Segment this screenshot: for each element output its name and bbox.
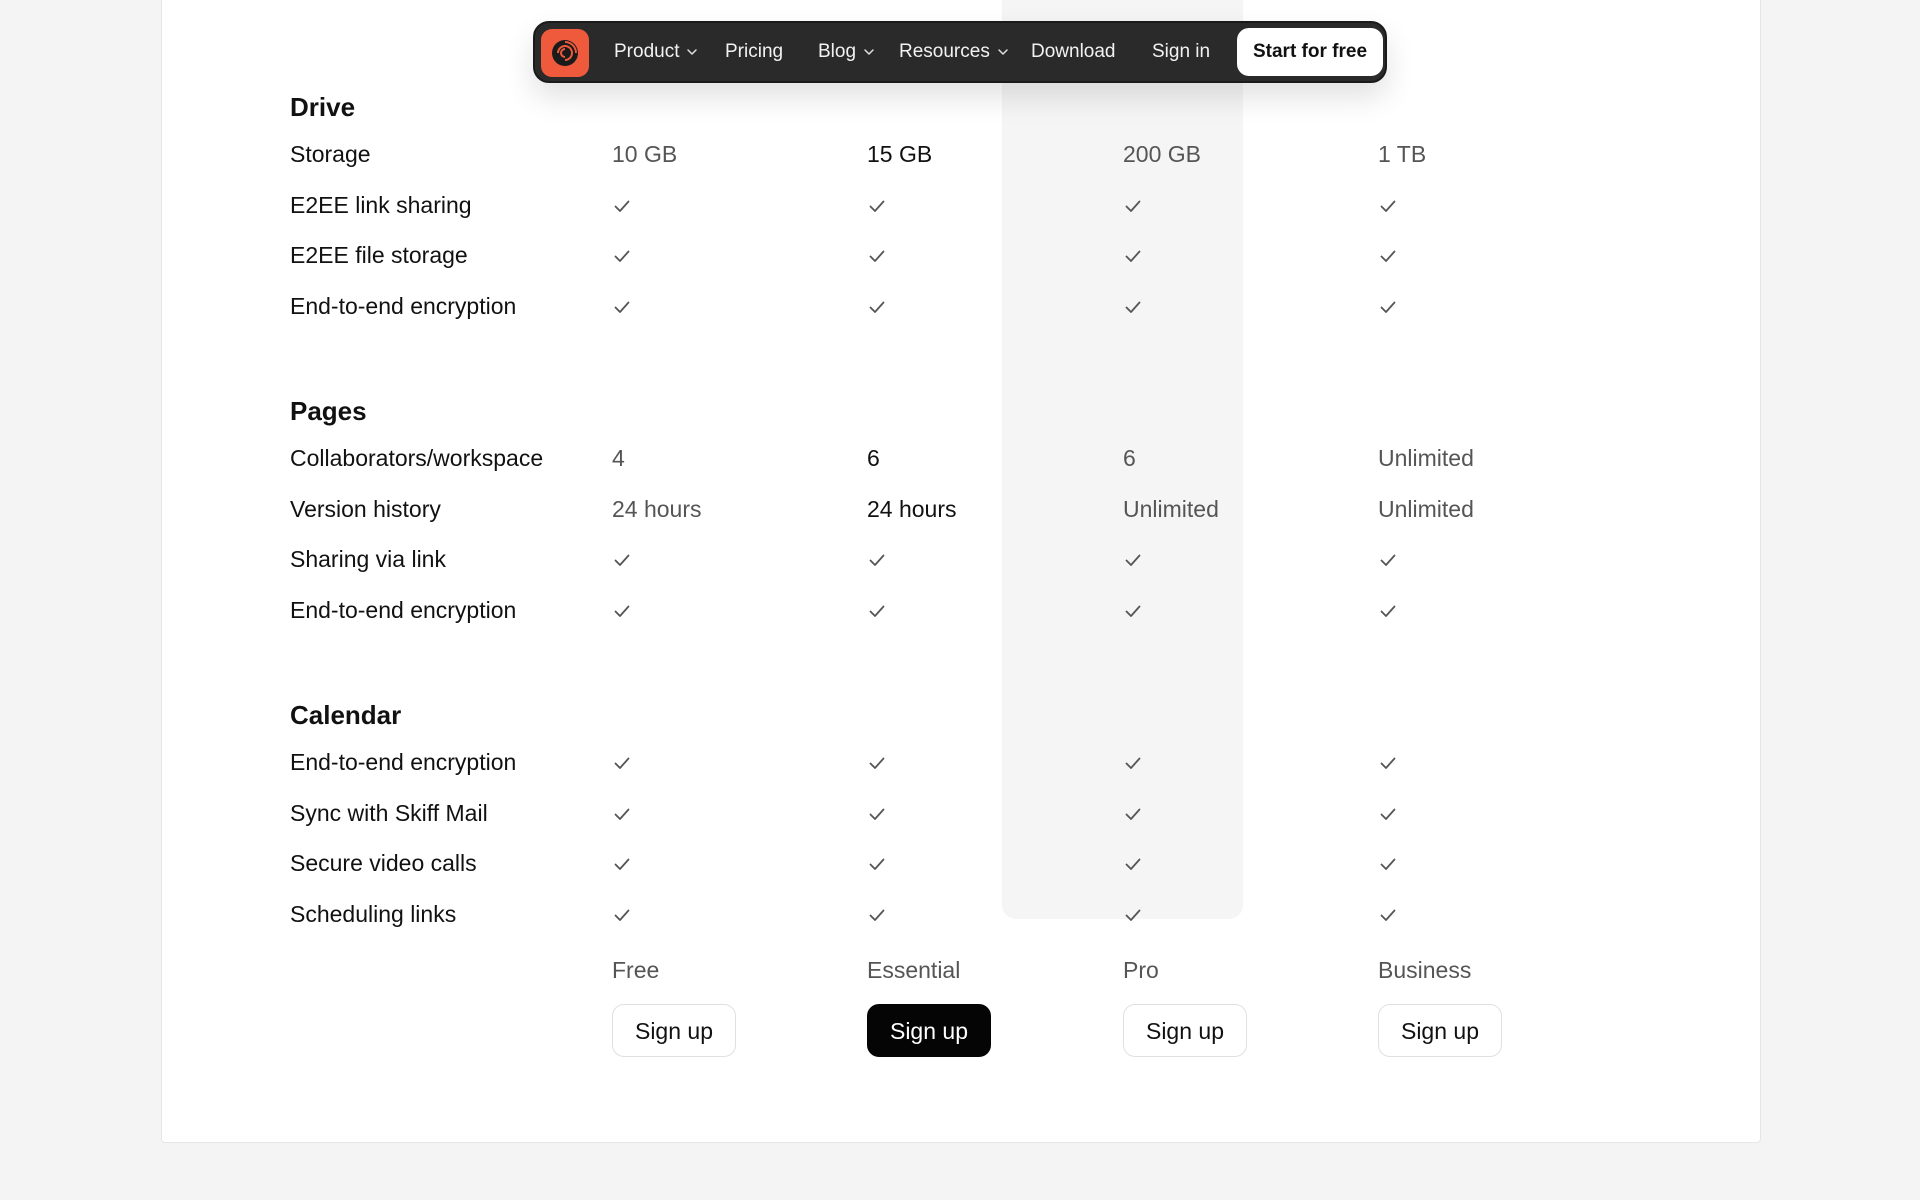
sign-up-button-pro[interactable]: Sign up: [1123, 1004, 1247, 1057]
chevron-down-icon: [863, 46, 875, 58]
nav-item-label: Sign in: [1152, 41, 1211, 62]
check-icon: [1378, 804, 1398, 824]
row-label-end-to-end-encryption: End-to-end encryption: [290, 597, 517, 624]
row-label-end-to-end-encryption: End-to-end encryption: [290, 293, 517, 320]
row-label-storage: Storage: [290, 141, 371, 167]
nav-item-resources[interactable]: [899, 23, 1009, 81]
chevron-down-icon: [997, 46, 1009, 58]
check-icon: [867, 601, 887, 621]
check-icon: [1378, 297, 1398, 317]
row-label-e2ee-file-storage: E2EE file storage: [290, 242, 468, 269]
nav-item-label: Blog: [818, 41, 857, 62]
nav-item-label: Download: [1031, 41, 1116, 62]
cell-value: 15 GB: [867, 141, 933, 167]
nav-item-download[interactable]: [1031, 23, 1116, 81]
check-icon: [612, 804, 632, 824]
check-icon: [1123, 550, 1143, 570]
top-navigation: [533, 21, 1387, 83]
row-label-end-to-end-encryption: End-to-end encryption: [290, 749, 517, 775]
check-icon: [867, 854, 887, 874]
check-icon: [612, 550, 632, 570]
row-label-sharing-via-link: Sharing via link: [290, 546, 446, 573]
row-label-collaborators-workspace: Collaborators/workspace: [290, 445, 544, 471]
nav-item-blog[interactable]: [818, 23, 875, 81]
cell-value: Unlimited: [1378, 495, 1474, 522]
chevron-down-icon: [686, 46, 698, 58]
plan-name-free: Free: [612, 957, 660, 983]
check-icon: [1123, 905, 1143, 925]
check-icon: [867, 550, 887, 570]
check-icon: [1123, 246, 1143, 266]
check-icon: [1378, 550, 1398, 570]
check-icon: [1123, 297, 1143, 317]
check-icon: [612, 196, 632, 216]
row-label-secure-video-calls: Secure video calls: [290, 850, 477, 877]
nav-item-label: Resources: [899, 41, 990, 62]
cell-value: 4: [612, 445, 625, 471]
check-icon: [1123, 601, 1143, 621]
check-icon: [867, 804, 887, 824]
check-icon: [612, 905, 632, 925]
check-icon: [612, 601, 632, 621]
cell-value: 24 hours: [867, 495, 957, 522]
nav-item-label: Product: [614, 41, 680, 62]
row-label-version-history: Version history: [290, 495, 441, 522]
check-icon: [867, 246, 887, 266]
cell-value: Unlimited: [1378, 445, 1474, 471]
check-icon: [1123, 854, 1143, 874]
check-icon: [1123, 196, 1143, 216]
nav-item-product[interactable]: [614, 23, 698, 81]
sign-up-button-business[interactable]: Sign up: [1378, 1004, 1502, 1057]
check-icon: [867, 905, 887, 925]
check-icon: [1123, 804, 1143, 824]
cell-value: 1 TB: [1378, 141, 1427, 167]
section-title-drive: Drive: [290, 92, 356, 122]
cell-value: 200 GB: [1123, 141, 1201, 167]
start-for-free-button[interactable]: Start for free: [1237, 28, 1383, 76]
check-icon: [612, 297, 632, 317]
check-icon: [612, 246, 632, 266]
cell-value: 24 hours: [612, 495, 702, 522]
plan-name-pro: Pro: [1123, 957, 1159, 983]
check-icon: [1378, 196, 1398, 216]
row-label-sync-with-skiff-mail: Sync with Skiff Mail: [290, 799, 488, 826]
section-title-calendar: Calendar: [290, 700, 402, 730]
nav-item-label: Pricing: [725, 41, 784, 62]
check-icon: [1378, 753, 1398, 773]
section-title-pages: Pages: [290, 396, 367, 426]
check-icon: [867, 753, 887, 773]
cell-value: Unlimited: [1123, 495, 1219, 522]
check-icon: [1123, 753, 1143, 773]
check-icon: [1378, 854, 1398, 874]
sign-up-button-free[interactable]: Sign up: [612, 1004, 736, 1057]
check-icon: [612, 854, 632, 874]
check-icon: [1378, 246, 1398, 266]
check-icon: [867, 297, 887, 317]
check-icon: [867, 196, 887, 216]
row-label-scheduling-links: Scheduling links: [290, 901, 457, 928]
check-icon: [612, 753, 632, 773]
cell-value: 6: [867, 445, 880, 471]
plan-name-business: Business: [1378, 957, 1472, 983]
check-icon: [1378, 601, 1398, 621]
nav-item-pricing[interactable]: [725, 23, 783, 81]
plan-name-essential: Essential: [867, 957, 961, 983]
sign-up-button-essential[interactable]: Sign up: [867, 1004, 991, 1057]
nav-item-sign-in[interactable]: [1152, 23, 1210, 81]
row-label-e2ee-link-sharing: E2EE link sharing: [290, 191, 472, 218]
check-icon: [1378, 905, 1398, 925]
cell-value: 10 GB: [612, 141, 678, 167]
cell-value: 6: [1123, 445, 1136, 471]
skiff-logo-icon[interactable]: [541, 29, 589, 77]
